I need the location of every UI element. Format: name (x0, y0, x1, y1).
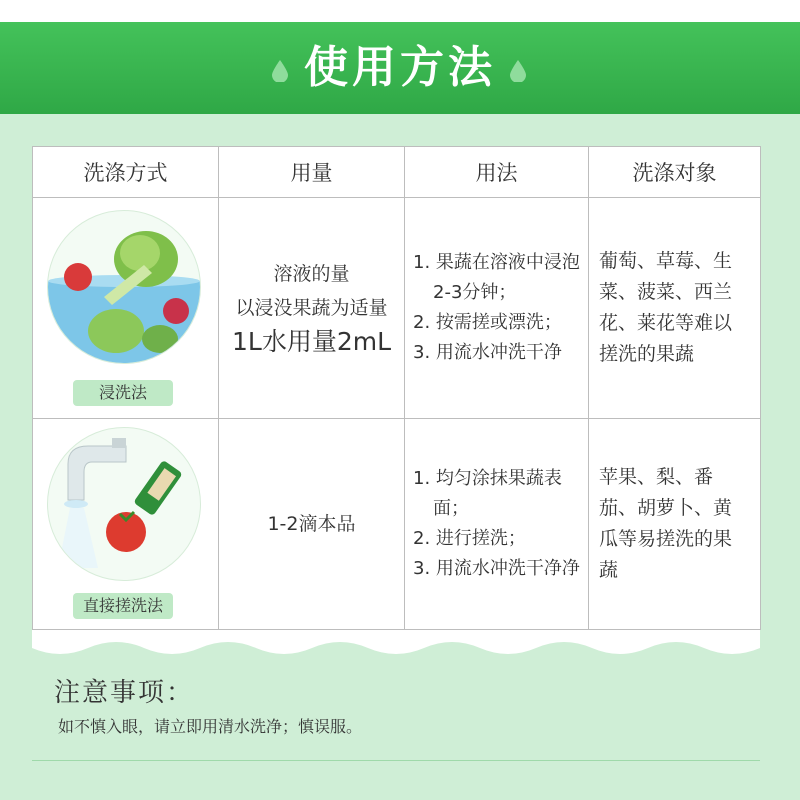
step-item: 2. 按需搓或漂洗； (413, 312, 562, 333)
amount-ratio: 1L水用量2mL (231, 327, 392, 356)
header-amount: 用量 (219, 147, 405, 198)
objects-cell (589, 419, 761, 630)
top-strip (0, 0, 800, 22)
method-label: 直接搓洗法 (73, 593, 173, 619)
water-drop-icon (510, 60, 526, 82)
step-item: 3. 用流水冲洗干净净 (413, 558, 580, 579)
objects-text: 苹果、梨、番茄、胡萝卜、黄瓜等易搓洗的果蔬 (599, 466, 733, 581)
wave-divider (32, 630, 760, 670)
page-title: 使用方法 (304, 42, 496, 93)
method-cell (33, 198, 219, 419)
header-usage: 用法 (405, 147, 589, 198)
step-item: 2. 进行搓洗； (413, 528, 526, 549)
soaking-illustration (47, 210, 201, 364)
usage-cell (405, 419, 589, 630)
amount-cell (219, 198, 405, 419)
usage-table (32, 146, 760, 630)
table-header-row (33, 147, 761, 198)
notice-title: 注意事项： (54, 678, 195, 708)
rubbing-illustration (47, 427, 201, 581)
usage-cell (405, 198, 589, 419)
amount-line: 以浸没果蔬为适量 (235, 297, 388, 319)
step-item: 1. 果蔬在溶液中浸泡2-3分钟； (413, 252, 580, 303)
method-cell (33, 419, 219, 630)
step-item: 3. 用流水冲洗干净 (413, 342, 562, 363)
method-label: 浸洗法 (73, 380, 173, 406)
amount-line: 1-2滴本品 (267, 513, 356, 535)
header-objects: 洗涤对象 (589, 147, 761, 198)
table-row (33, 198, 761, 419)
objects-text: 葡萄、草莓、生菜、菠菜、西兰花、莱花等难以搓洗的果蔬 (599, 250, 733, 365)
title-banner (0, 22, 800, 114)
divider (32, 760, 760, 761)
notice-text: 如不慎入眼，请立即用清水洗净；慎误服。 (58, 717, 363, 736)
header-method: 洗涤方式 (33, 147, 219, 198)
amount-line: 溶液的量 (273, 263, 350, 285)
table-row (33, 419, 761, 630)
step-item: 1. 均匀涂抹果蔬表面； (413, 468, 562, 519)
objects-cell (589, 198, 761, 419)
amount-cell (219, 419, 405, 630)
